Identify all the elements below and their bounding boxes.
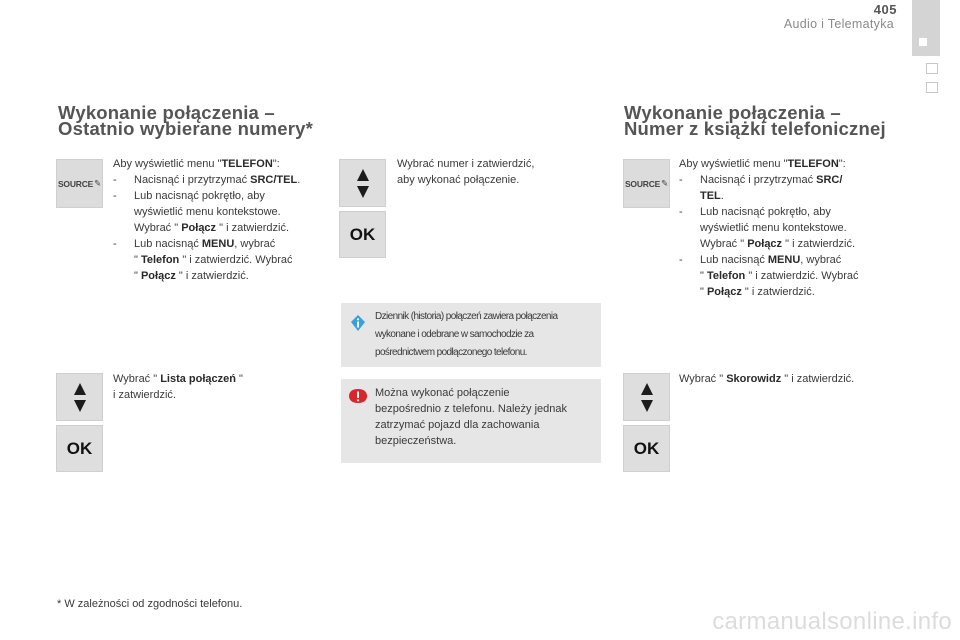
warning-icon [348, 388, 368, 404]
arrow-down-icon [357, 186, 369, 198]
chapter-tab-marker [926, 63, 938, 74]
instructions-recent [113, 156, 328, 284]
chapter-tab-marker [926, 82, 938, 93]
up-down-arrows-key-icon [623, 373, 670, 421]
heading-recent-numbers: Wykonanie połączenia – Ostatnio wybierane numery* [58, 102, 314, 139]
page-number: 405 [873, 2, 897, 17]
up-down-arrows-key-icon [339, 159, 386, 207]
info-note-box [341, 303, 601, 367]
warning-note-box [341, 379, 601, 463]
arrow-down-icon [641, 400, 653, 412]
select-number-text: Wybrać numer i zatwierdzić, aby wykonać połączenie. [397, 158, 535, 186]
chapter-tab-active [912, 0, 940, 56]
ok-key-icon: OK [623, 425, 670, 472]
intro-line: Aby wyświetlić menu "TELEFON": [679, 158, 846, 170]
arrow-up-icon [357, 169, 369, 181]
ok-key-icon: OK [56, 425, 103, 472]
footnote: * W zależności od zgodności telefonu. [57, 598, 243, 610]
arrow-up-icon [641, 383, 653, 395]
source-key-icon: SOURCE ✎ [623, 159, 670, 208]
warning-note-text: Można wykonać połączenie bezpośrednio z telefonu. Należy jednak zatrzymać pojazd dla zachowania bezpieczeństwa. [375, 387, 568, 447]
step-press-menu: - Lub nacisnąć MENU, wybrać " Telefon " i zatwierdzić. Wybrać " Połącz " i zatwierdzić. [679, 254, 859, 298]
select-phonebook: Wybrać " Skorowidz " i zatwierdzić. [679, 373, 855, 385]
section-title: Audio i Telematyka [783, 17, 894, 31]
heading-phonebook: Wykonanie połączenia – Numer z książki telefonicznej [624, 102, 886, 139]
step-press-knob: - Lub nacisnąć pokrętło, aby wyświetlić menu kontekstowe. Wybrać " Połącz " i zatwierdzić. [679, 206, 856, 250]
up-down-arrows-key-icon [56, 373, 103, 421]
watermark: carmanualsonline.info [712, 608, 952, 635]
step-hold-src: - Nacisnąć i przytrzymać SRC/TEL. [113, 174, 301, 186]
arrow-down-icon [74, 400, 86, 412]
info-note-text: Dziennik (historia) połączeń zawiera połączenia wykonane i odebrane w samochodzie za pośrednictwem podłączonego telefonu. [375, 311, 558, 358]
instructions-phonebook [679, 156, 894, 300]
step-press-menu: - Lub nacisnąć MENU, wybrać " Telefon " i zatwierdzić. Wybrać " Połącz " i zatwierdzić. [113, 238, 293, 282]
ok-key-icon: OK [339, 211, 386, 258]
source-key-icon: SOURCE ✎ [56, 159, 103, 208]
select-call-list: Wybrać " Lista połączeń " i zatwierdzić. [113, 373, 243, 401]
arrow-up-icon [74, 383, 86, 395]
step-press-knob: - Lub nacisnąć pokrętło, aby wyświetlić menu kontekstowe. Wybrać " Połącz " i zatwierdzić. [113, 190, 290, 234]
info-icon [350, 314, 366, 332]
step-hold-src: - Nacisnąć i przytrzymać SRC/ TEL. [679, 174, 843, 202]
intro-line: Aby wyświetlić menu "TELEFON": [113, 158, 280, 170]
